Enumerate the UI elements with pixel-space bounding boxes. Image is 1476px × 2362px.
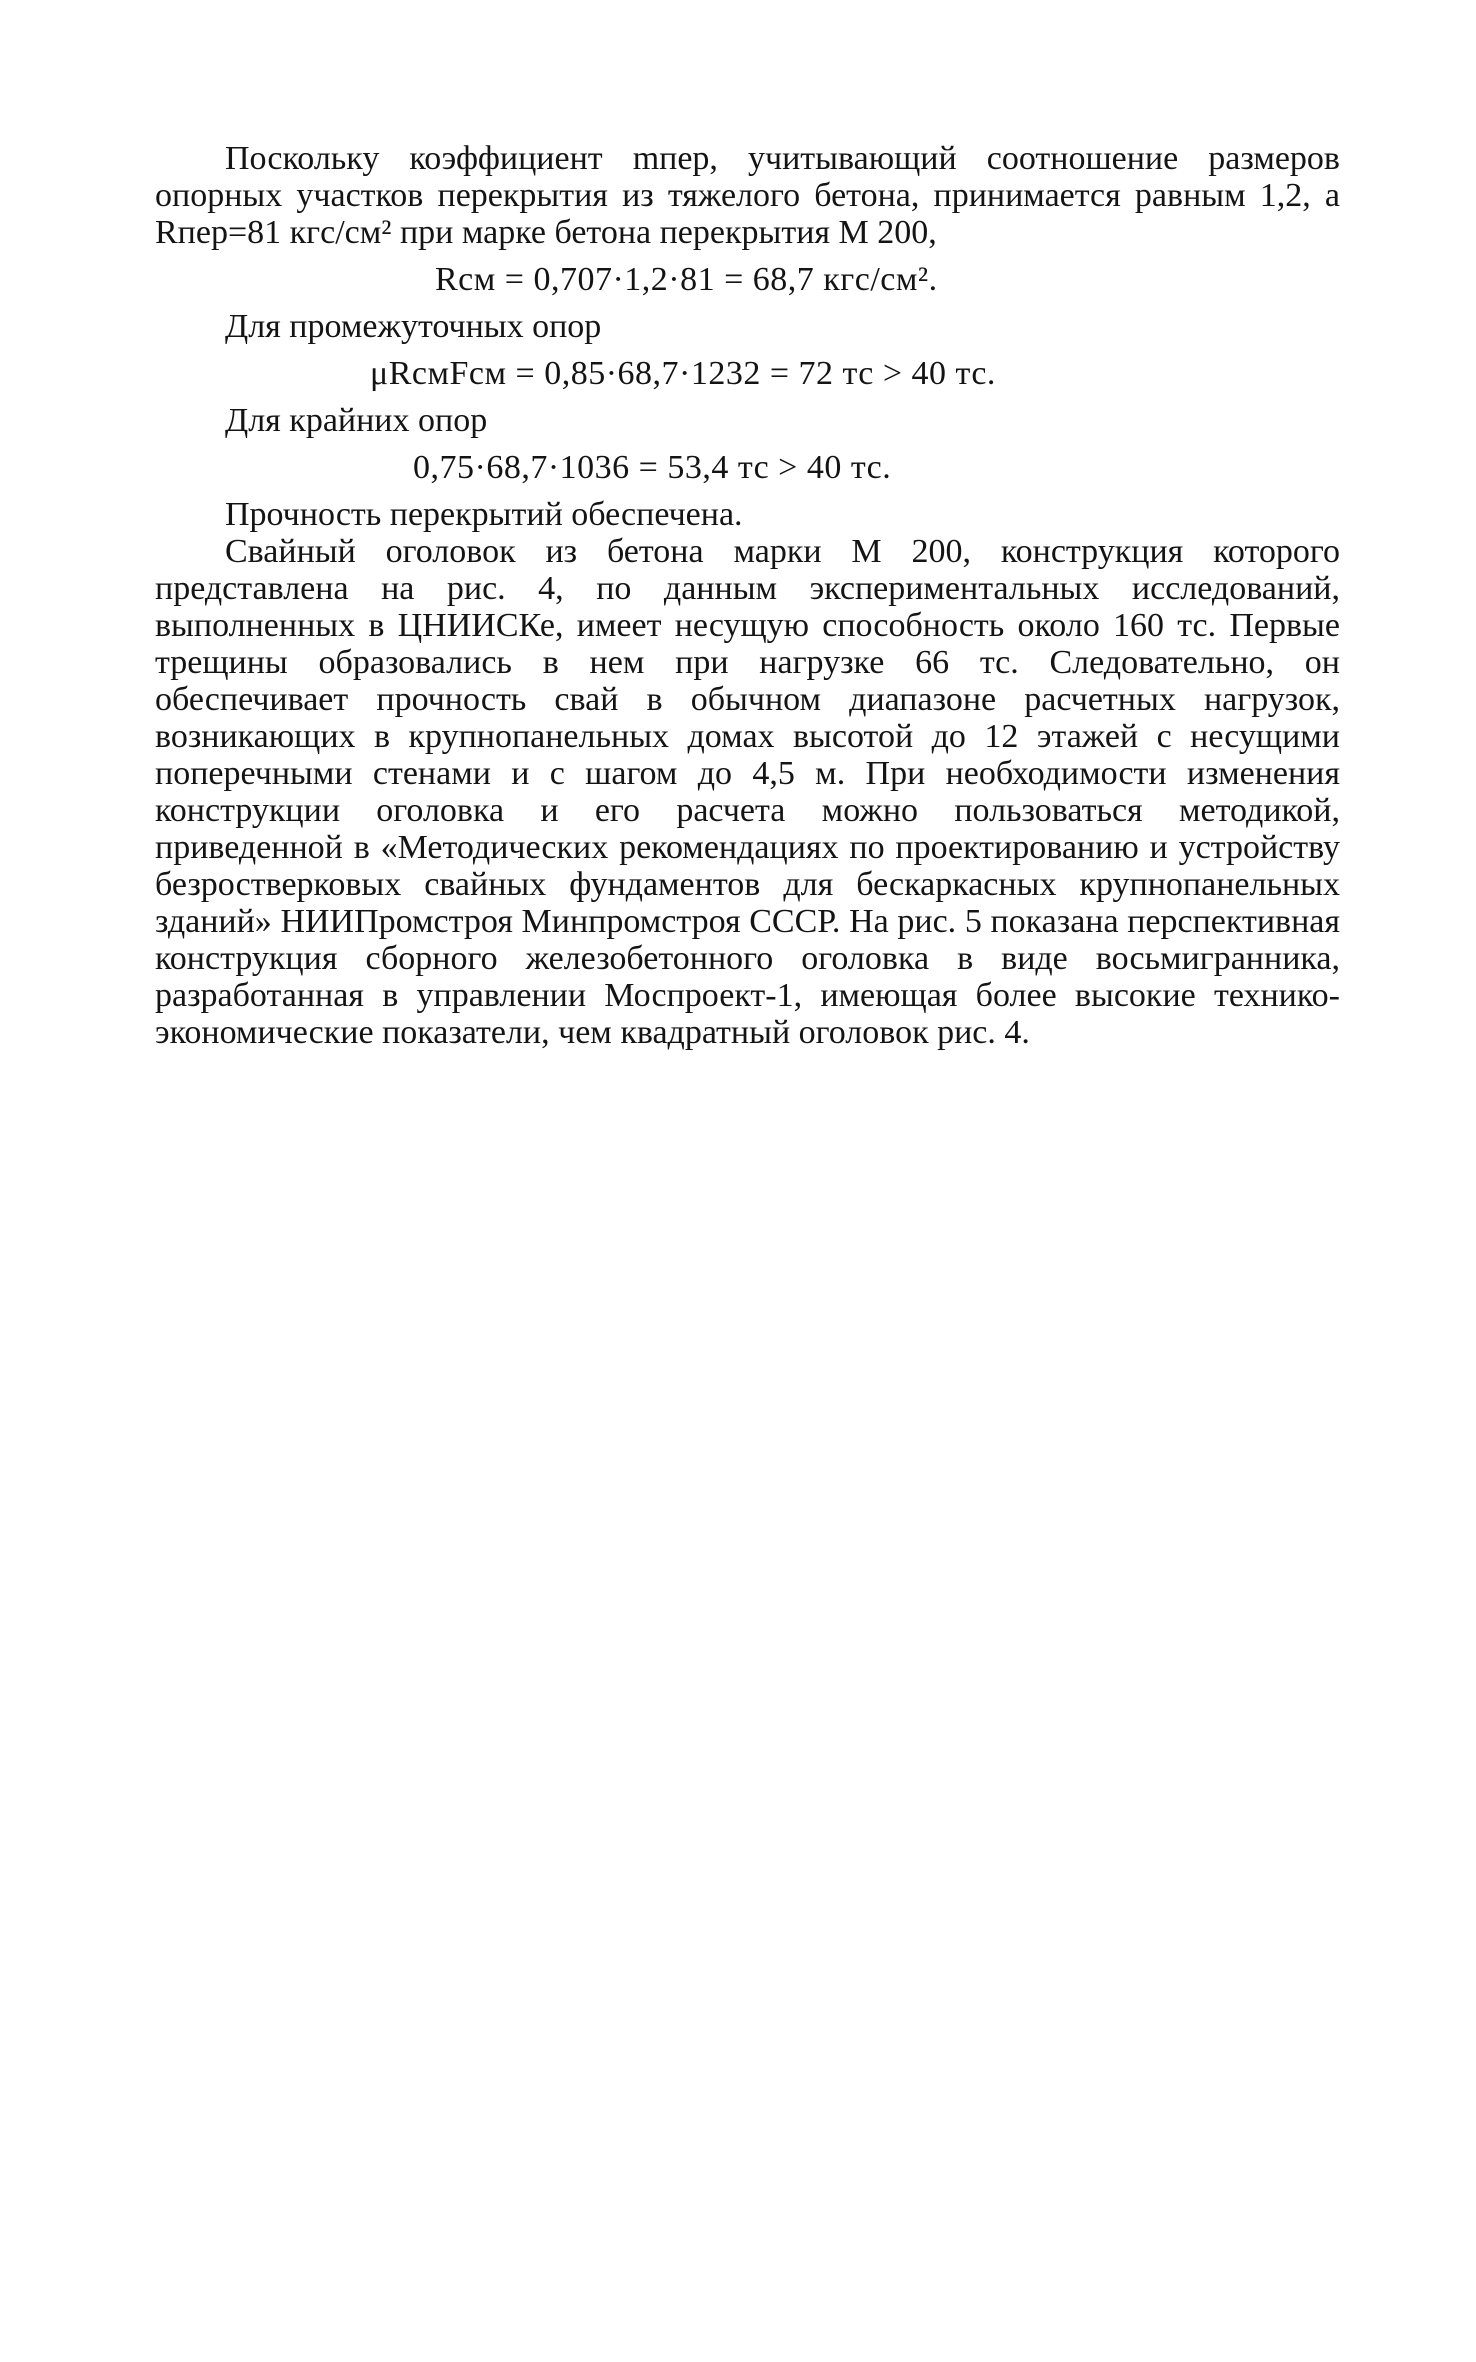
strength-conclusion: Прочность перекрытий обеспечена.	[225, 496, 743, 533]
intro-paragraph: Поскольку коэффициент mпер, учитывающий соотношение размеров опорных участков перекрытия из тяжелого бетона, принимается равным 1,2, а Rпер=81 кгс/см² при марке бетона перекрытия М 200,	[155, 140, 1340, 251]
formula-intermediate-supports: μRсмFсм = 0,85·68,7·1232 = 72 тс > 40 тс.	[370, 355, 996, 392]
main-paragraph: Свайный оголовок из бетона марки М 200, конструкция которого представлена на рис. 4, по данным экспериментальных исследований, выполненных в ЦНИИСКе, имеет несущую способность около 160 тс. Первые трещины образовались в нем при нагрузке 66 тс. Следовательно, он обеспечивает прочность свай в обычном диапазоне расчетных нагрузок, возникающих в крупнопанельных домах высотой до 12 этажей с несущими поперечными стенами и с шагом до 4,5 м. При необходимости изменения конструкции оголовка и его расчета можно пользоваться методикой, приведенной в «Методических рекомендациях по проектированию и устройству безростверковых свайных фундаментов для бескаркасных крупнопанельных зданий» НИИПромстроя Минпромстроя СССР. На рис. 5 показана перспективная конструкция сборного железобетонного оголовка в виде восьмигранника, разработанная в управлении Моспроект-1, имеющая более высокие технико-экономические показатели, чем квадратный оголовок рис. 4.	[155, 533, 1340, 1051]
edge-supports-label: Для крайних опор	[225, 402, 488, 439]
formula-rcm: Rсм = 0,707·1,2·81 = 68,7 кгс/см².	[435, 261, 938, 298]
formula-edge-supports: 0,75·68,7·1036 = 53,4 тс > 40 тс.	[413, 449, 892, 486]
text-body	[155, 140, 1340, 1051]
intermediate-supports-label: Для промежуточных опор	[225, 308, 602, 345]
